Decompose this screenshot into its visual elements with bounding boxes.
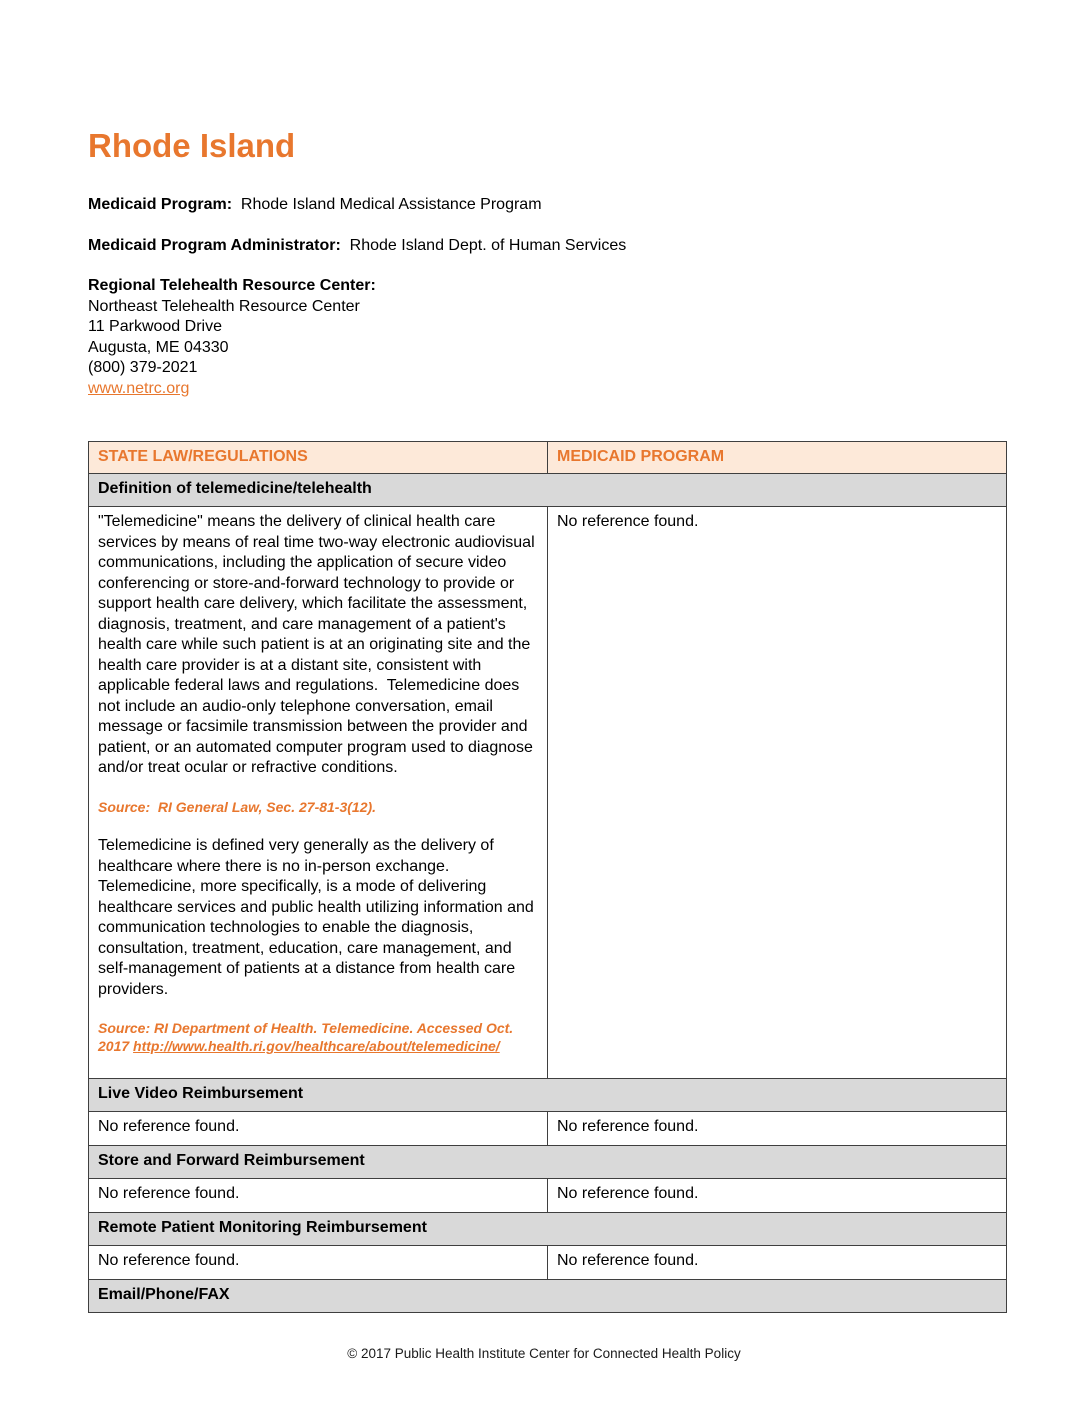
administrator-label: Medicaid Program Administrator: bbox=[88, 237, 341, 254]
section-header-remote-monitoring: Remote Patient Monitoring Reimbursement bbox=[89, 1213, 1007, 1246]
live-video-medicaid-cell: No reference found. bbox=[548, 1112, 1007, 1146]
table-header-row bbox=[89, 442, 1007, 474]
resource-center-phone: (800) 379-2021 bbox=[88, 359, 198, 376]
column-header-state-law: STATE LAW/REGULATIONS bbox=[89, 442, 548, 474]
medicaid-program-line bbox=[88, 194, 1008, 215]
definition-content-row bbox=[89, 507, 1007, 1079]
definition-source-1: Source: RI General Law, Sec. 27-81-3(12). bbox=[98, 798, 377, 815]
live-video-content-row bbox=[89, 1112, 1007, 1146]
resource-center-block bbox=[88, 276, 1008, 399]
section-header-live-video: Live Video Reimbursement bbox=[89, 1079, 1007, 1112]
resource-center-org: Northeast Telehealth Resource Center bbox=[88, 297, 360, 315]
live-video-law-cell: No reference found. bbox=[89, 1112, 548, 1146]
administrator-value: Rhode Island Dept. of Human Services bbox=[349, 237, 627, 254]
store-forward-medicaid-cell: No reference found. bbox=[548, 1179, 1007, 1213]
store-forward-content-row bbox=[89, 1179, 1007, 1213]
resource-center-street: 11 Parkwood Drive bbox=[88, 318, 222, 335]
section-row-email-phone-fax bbox=[89, 1280, 1007, 1313]
remote-monitoring-content-row bbox=[89, 1246, 1007, 1280]
definition-source-2-url-link[interactable]: http://www.health.ri.gov/healthcare/about/telemedicine/ bbox=[133, 1037, 500, 1054]
section-header-email-phone-fax: Email/Phone/FAX bbox=[89, 1280, 1007, 1313]
resource-center-city: Augusta, ME 04330 bbox=[88, 338, 229, 356]
definition-medicaid-cell: No reference found. bbox=[548, 507, 1007, 1079]
medicaid-program-label: Medicaid Program: bbox=[88, 196, 233, 213]
definition-paragraph-2: Telemedicine is defined very generally as the delivery of healthcare where there is no in-person exchange. Telemedicine, more specifically, is a mode of delivering healthcare services and public health utilizing information and communication technologies to enable the diagnosis, consultation, treatment, education, care management, and self-management of patients at a distance from health care providers. bbox=[98, 837, 539, 998]
remote-monitoring-law-cell: No reference found. bbox=[89, 1246, 548, 1280]
page-footer: © 2017 Public Health Institute Center for Connected Health Policy bbox=[347, 1346, 741, 1361]
column-header-medicaid-program: MEDICAID PROGRAM bbox=[548, 442, 1007, 474]
definition-paragraph-1: "Telemedicine" means the delivery of clinical health care services by means of real time two-way electronic audiovisual communications, including the application of secure video conferencing or store-and-forward technology to provide or support health care delivery, which facilitate the assessment, diagnosis, treatment, and care management of a patient's health care while such patient is at an originating site and the health care provider is at a distant site, consistent with applicable federal laws and regulations. Telemedicine does not include an audio-only telephone conversation, email message or facsimile transmission between the provider and patient, or an automated computer program used to diagnose and/or treat ocular or refractive conditions. bbox=[98, 513, 540, 776]
definition-source-2-text: Source: RI Department of Health. Telemedicine. Accessed Oct. 2017 bbox=[98, 1020, 518, 1054]
administrator-line bbox=[88, 235, 1008, 256]
section-row-definition bbox=[89, 474, 1007, 507]
definition-law-cell bbox=[89, 507, 548, 1079]
remote-monitoring-medicaid-cell: No reference found. bbox=[548, 1246, 1007, 1280]
section-header-definition: Definition of telemedicine/telehealth bbox=[89, 474, 1007, 507]
medicaid-program-value: Rhode Island Medical Assistance Program bbox=[240, 196, 542, 213]
resource-center-label: Regional Telehealth Resource Center: bbox=[88, 277, 376, 294]
section-row-remote-monitoring bbox=[89, 1213, 1007, 1246]
policy-table bbox=[88, 441, 1007, 1313]
section-row-store-forward bbox=[89, 1146, 1007, 1179]
definition-source-2 bbox=[98, 1020, 538, 1055]
section-row-live-video bbox=[89, 1079, 1007, 1112]
section-header-store-forward: Store and Forward Reimbursement bbox=[89, 1146, 1007, 1179]
page-title: Rhode Island bbox=[88, 127, 296, 164]
store-forward-law-cell: No reference found. bbox=[89, 1179, 548, 1213]
resource-center-website-link[interactable]: www.netrc.org bbox=[88, 379, 190, 397]
